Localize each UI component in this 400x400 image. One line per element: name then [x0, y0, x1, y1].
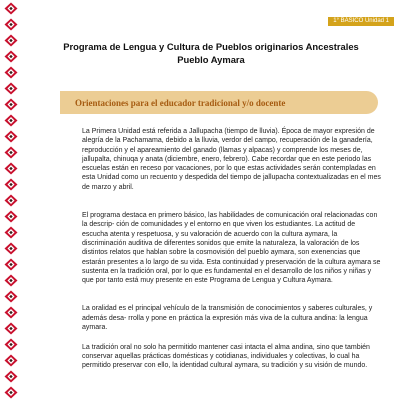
program-title-line-2: Pueblo Aymara	[177, 54, 245, 65]
section-heading-band	[60, 91, 378, 114]
aymara-diamond-motif-icon	[4, 114, 18, 127]
aymara-diamond-motif-icon	[4, 178, 18, 191]
program-title-line-1: Programa de Lengua y Cultura de Pueblos originarios Ancestrales	[63, 41, 359, 52]
aymara-diamond-motif-icon	[4, 98, 18, 111]
aymara-diamond-motif-icon	[4, 130, 18, 143]
program-title	[22, 40, 400, 66]
aymara-diamond-motif-icon	[4, 354, 18, 367]
aymara-diamond-motif-icon	[4, 210, 18, 223]
section-heading: Orientaciones para el educador tradicional y/o docente	[75, 97, 286, 108]
aymara-diamond-motif-icon	[4, 2, 18, 15]
aymara-diamond-motif-icon	[4, 162, 18, 175]
aymara-diamond-motif-icon	[4, 242, 18, 255]
aymara-diamond-motif-icon	[4, 306, 18, 319]
paragraph-4: La tradición oral no solo ha permitido mantener casi intacta el alma andina, sino que también conservar aquellas prácticas domésticas y cotidianas, individuales y colectivas, lo cual ha permitido preservar con ello, la identidad cultural aymara, su tradición y su visión de mundo.	[82, 343, 370, 370]
body-text	[82, 127, 382, 371]
aymara-diamond-motif-icon	[4, 290, 18, 303]
aymara-diamond-motif-icon	[4, 82, 18, 95]
aymara-diamond-motif-icon	[4, 322, 18, 335]
aymara-diamond-motif-icon	[4, 370, 18, 383]
aymara-diamond-motif-icon	[4, 66, 18, 79]
paragraph-3: La oralidad es el principal vehículo de la transmisión de conocimientos y saberes culturales, y además desa- rrolla y pone en práctica la expresión más viva de la cultura andina: la lengua aymara.	[82, 305, 373, 332]
aymara-diamond-motif-icon	[4, 274, 18, 287]
aymara-diamond-motif-icon	[4, 18, 18, 31]
aymara-diamond-motif-icon	[4, 386, 18, 399]
grade-unit-badge: 1° BÁSICO Unidad 1	[328, 17, 394, 26]
aymara-diamond-motif-icon	[4, 258, 18, 271]
decorative-border	[0, 0, 22, 400]
paragraph-1: La Primera Unidad está referida a Jallupacha (tiempo de lluvia). Época de mayor expresión de alegría de la Pachamama, debido a la lluvia, verdor del campo, recuperación de la ganadería, reproducción y el apareamiento del ganado (llamas y alpacas) y comprende los meses de, jallupalta, chinuqa y anata (diciembre, enero, febrero). Cabe recordar que en este periodo las escuelas están en receso por vacaciones, por lo que estas actividades serán contempladas en esta Unidad como un recuento y despedida del tiempo de jallupacha contextualizadas en el mes de marzo y abril.	[82, 128, 381, 191]
aymara-diamond-motif-icon	[4, 34, 18, 47]
aymara-diamond-motif-icon	[4, 226, 18, 239]
paragraph-2: El programa destaca en primero básico, las habilidades de comunicación oral relacionadas con la descrip- ción de comunidades y el entorno en que viven los estudiantes. La actitud de escucha atenta y respetuosa, y su valoración de acuerdo con la cultura aymara, la discriminación auditiva de diferentes sonidos que emite la naturaleza, la valoración de los distintos relatos que hablan sobre la cosmovisión del pueblo aymara, son exenencias que estarán presentes a lo largo de su vida. Esta continuidad y preservación de la cultura aymara se sustenta en la tradición oral, por lo que es fundamental en el desarrollo de los niños y niñas y que por tanto está muy presente en este Programa de Lengua y Cultura Aymara.	[82, 212, 381, 285]
aymara-diamond-motif-icon	[4, 146, 18, 159]
aymara-diamond-motif-icon	[4, 338, 18, 351]
aymara-diamond-motif-icon	[4, 194, 18, 207]
aymara-diamond-motif-icon	[4, 50, 18, 63]
